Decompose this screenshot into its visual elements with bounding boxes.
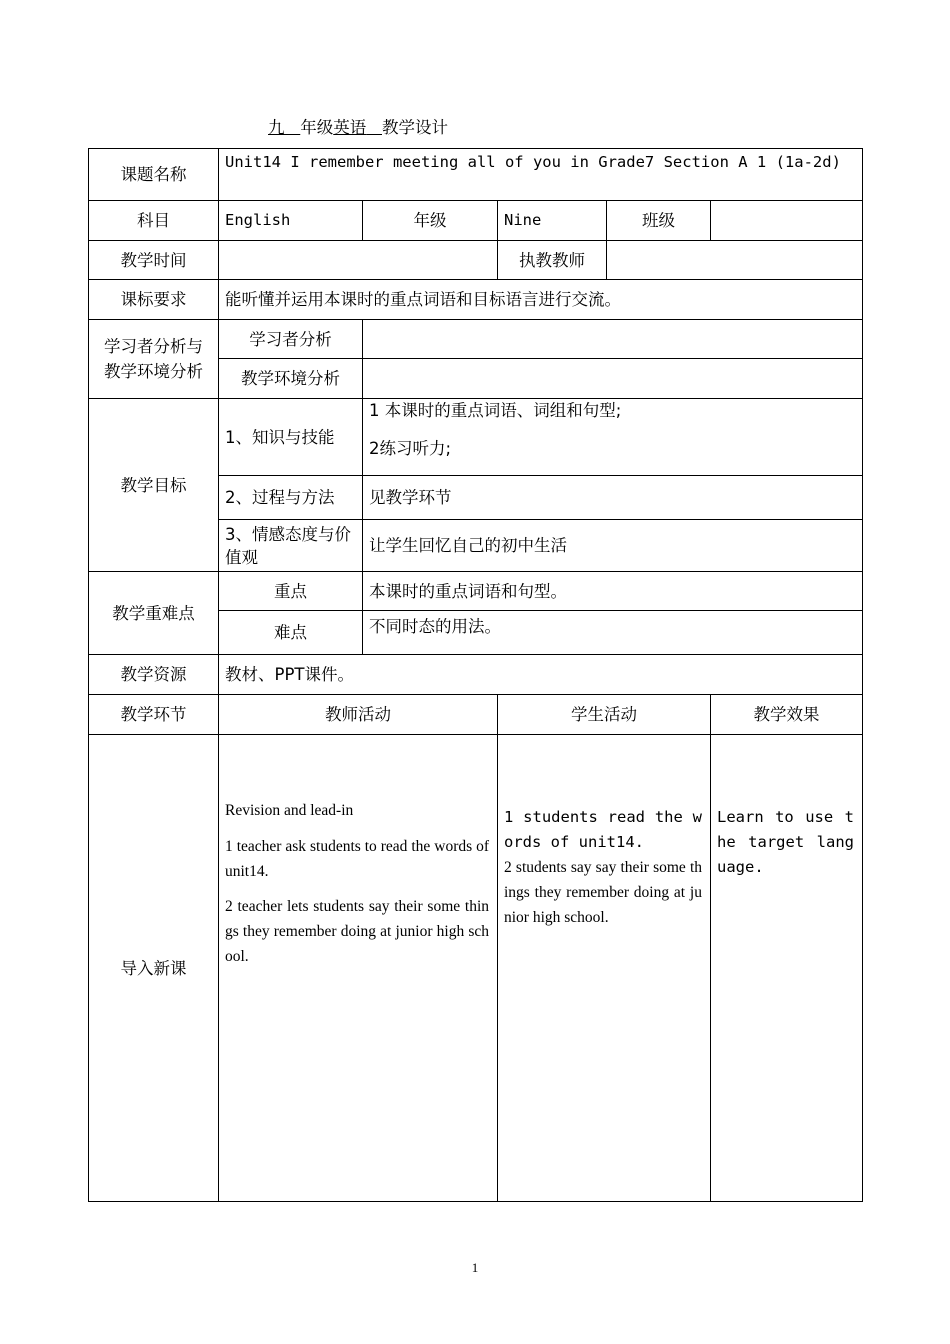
teacher-activity-item-2: 2 teacher lets students say their some things they remember doing at junior high school.: [225, 898, 489, 965]
student-activity-item-2: 2 students say say their some things they remember doing at junior high school.: [504, 859, 702, 926]
knowledge-row: [89, 399, 863, 476]
teacher-label: 执教教师: [498, 241, 607, 280]
lesson-plan-table: [88, 148, 863, 1202]
emotion-value: 让学生回忆自己的初中生活: [363, 520, 863, 572]
process-header-row: [89, 695, 863, 735]
difficulties-label: 教学重难点: [89, 572, 219, 655]
grade-label: 年级: [363, 201, 498, 241]
class-label: 班级: [607, 201, 711, 241]
knowledge-value: [363, 399, 863, 476]
resources-label: 教学资源: [89, 655, 219, 695]
subject-label: 科目: [89, 201, 219, 241]
lead-in-effect: Learn to use the target language.: [711, 735, 863, 1202]
hard-point-value: 不同时态的用法。: [363, 611, 863, 655]
student-activity-header: 学生活动: [498, 695, 711, 735]
lead-in-student-activity: [498, 735, 711, 1202]
topic-value: Unit14 I remember meeting all of you in Grade7 Section A 1 (1a-2d): [219, 149, 863, 201]
key-point-value: 本课时的重点词语和句型。: [363, 572, 863, 611]
standard-value: 能听懂并运用本课时的重点词语和目标语言进行交流。: [219, 280, 863, 320]
teacher-activity-title: Revision and lead-in: [225, 802, 354, 819]
lead-in-row: [89, 735, 863, 1202]
lead-in-stage: 导入新课: [89, 735, 219, 1202]
objectives-label: 教学目标: [89, 399, 219, 572]
teacher-activity-header: 教师活动: [219, 695, 498, 735]
title-grade: 九: [268, 118, 285, 137]
teacher-activity-item-1: 1 teacher ask students to read the words of unit14.: [225, 838, 489, 880]
environment-label: 教学环境分析: [219, 359, 363, 399]
learner-row: [89, 320, 863, 359]
resources-row: [89, 655, 863, 695]
process-method-label: 2、过程与方法: [219, 476, 363, 520]
resources-value: 教材、PPT课件。: [219, 655, 863, 695]
hard-point-label: 难点: [219, 611, 363, 655]
title-doc-type: 教学设计: [382, 118, 448, 137]
page-number: 1: [471, 1260, 479, 1275]
effect-header: 教学效果: [711, 695, 863, 735]
grade-value: Nine: [498, 201, 607, 241]
teacher-value: [607, 241, 863, 280]
topic-label: 课题名称: [89, 149, 219, 201]
knowledge-label: 1、知识与技能: [219, 399, 363, 476]
learner-label: 学习者分析: [219, 320, 363, 359]
topic-row: [89, 149, 863, 201]
class-value: [711, 201, 863, 241]
knowledge-line-1: 1 本课时的重点词语、词组和句型;: [369, 401, 622, 420]
knowledge-line-2: 2练习听力;: [369, 439, 452, 458]
time-value: [219, 241, 498, 280]
time-label: 教学时间: [89, 241, 219, 280]
subject-row: [89, 201, 863, 241]
standard-row: [89, 280, 863, 320]
emotion-label: 3、情感态度与价值观: [219, 520, 363, 572]
time-row: [89, 241, 863, 280]
lead-in-teacher-activity: [219, 735, 498, 1202]
standard-label: 课标要求: [89, 280, 219, 320]
learner-value: [363, 320, 863, 359]
process-method-value: 见教学环节: [363, 476, 863, 520]
stage-header: 教学环节: [89, 695, 219, 735]
student-activity-item-1: 1 students read the words of unit14.: [504, 808, 702, 851]
title-subject: 英语: [333, 118, 367, 137]
key-point-row: [89, 572, 863, 611]
environment-value: [363, 359, 863, 399]
subject-value: English: [219, 201, 363, 241]
analysis-label: 学习者分析与教学环境分析: [89, 320, 219, 399]
title-grade-suffix: 年级: [300, 118, 334, 137]
key-point-label: 重点: [219, 572, 363, 611]
document-title: [268, 114, 448, 138]
